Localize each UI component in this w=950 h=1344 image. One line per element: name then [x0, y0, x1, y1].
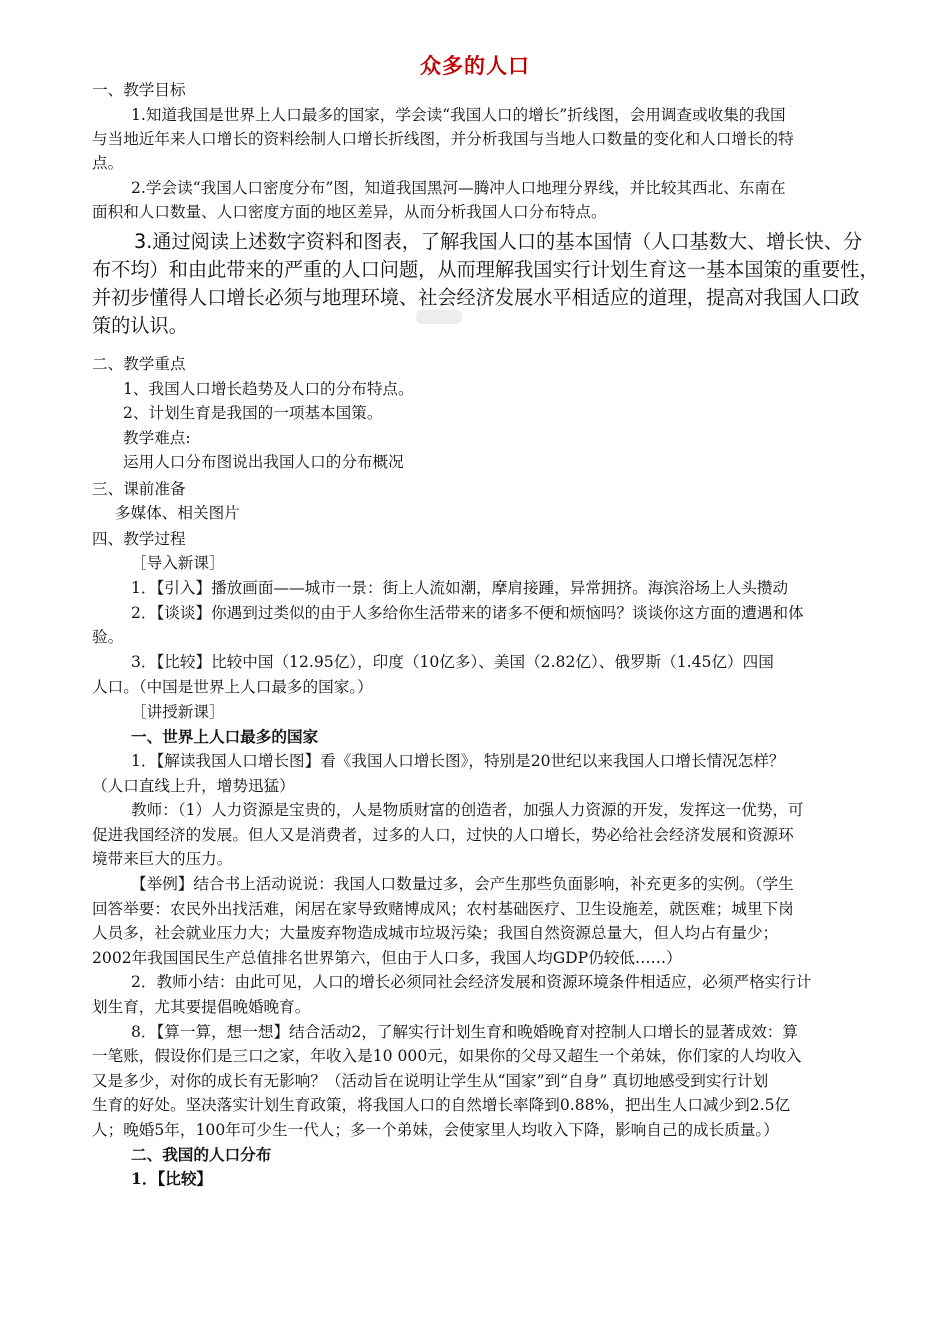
- paragraph-line: 人；晚婚5年，100年可少生一代人；多一个弟妹，会使家里人均收入下降，影响自己的成长质量。）: [92, 1121, 779, 1139]
- paragraph-line: 人员多，社会就业压力大；大量废弃物造成城市垃圾污染；我国自然资源总量大，但人均占有量少；: [92, 924, 779, 942]
- paragraph-line: 一笔账，假设你们是三口之家，年收入是10 000元，如果你的父母又超生一个弟妹，你们家的人均收入: [92, 1047, 802, 1065]
- page-title: 众多的人口: [420, 54, 530, 78]
- subsection-label-intro: ［导入新课］: [131, 554, 225, 572]
- list-item: 2、计划生育是我国的一项基本国策。: [123, 404, 383, 422]
- paragraph-line: 划生育，尤其要提倡晚婚晚育。: [92, 998, 311, 1016]
- paragraph-line: 2.学会读“我国人口密度分布”图，知道我国黑河—腾冲人口地理分界线，并比较其西北、东南在: [131, 179, 786, 197]
- paragraph-line: 1．【引入】播放画面——城市一景：街上人流如潮，摩肩接踵，异常拥挤。海滨浴场上人头攒动: [131, 579, 789, 597]
- paragraph-line: 与当地近年来人口增长的资料绘制人口增长折线图，并分析我国与当地人口数量的变化和人口增长的特: [92, 130, 794, 148]
- paragraph-line: 2002年我国国民生产总值排名世界第六，但由于人口多，我国人均GDP仍较低……）: [92, 949, 682, 967]
- paragraph-line: 面积和人口数量、人口密度方面的地区差异，从而分析我国人口分布特点。: [92, 203, 607, 221]
- part-heading: 一、世界上人口最多的国家: [131, 727, 319, 746]
- paragraph-line: （人口直线上升，增势迅猛）: [92, 777, 295, 795]
- prep-text: 多媒体、相关图片: [115, 504, 240, 522]
- paragraph-line: 8．【算一算，想一想】结合活动2，了解实行计划生育和晚婚晚育对控制人口增长的显著成效：算: [131, 1023, 798, 1041]
- section-heading-objectives: 一、教学目标: [92, 81, 186, 99]
- paragraph-line: 教师：（1）人力资源是宝贵的，人是物质财富的创造者，加强人力资源的开发，发挥这一优势，可: [131, 801, 804, 819]
- paragraph-line: 回答举要：农民外出找活难，闲居在家导致赌博成风；农村基础医疗、卫生设施差，就医难；城里下岗: [92, 900, 794, 918]
- list-item: 1、我国人口增长趋势及人口的分布特点。: [123, 380, 414, 398]
- paragraph-line: 1.知道我国是世界上人口最多的国家，学会读“我国人口的增长”折线图，会用调查或收集的我国: [131, 106, 786, 124]
- paragraph-line: 2．【谈谈】你遇到过类似的由于人多给你生活带来的诸多不便和烦恼吗？谈谈你这方面的遭遇和体: [131, 604, 804, 622]
- paragraph-line: 【举例】结合书上活动说说：我国人口数量过多，会产生那些负面影响，补充更多的实例。（学生: [131, 875, 794, 893]
- paragraph-line-large: 3.通过阅读上述数字资料和图表，了解我国人口的基本国情（人口基数大、增长快、分: [134, 230, 863, 253]
- difficulty-text: 运用人口分布图说出我国人口的分布概况: [123, 453, 404, 471]
- paragraph-line: 人口。（中国是世界上人口最多的国家。）: [92, 678, 373, 696]
- difficulty-label: 教学难点:: [123, 429, 191, 447]
- paragraph-line: 又是多少，对你的成长有无影响？（活动旨在说明让学生从“国家”到“自身” 真切地感受到实行计划: [92, 1072, 769, 1090]
- paragraph-line: 2．教师小结：由此可见，人口的增长必须同社会经济发展和资源环境条件相适应，必须严格实行计: [131, 973, 812, 991]
- subsection-label-lecture: ［讲授新课］: [131, 703, 225, 721]
- paragraph-line: 境带来巨大的压力。: [92, 850, 233, 868]
- paragraph-line: 验。: [92, 628, 124, 646]
- paragraph-line: 3．【比较】比较中国（12.95亿），印度（10亿多）、美国（2.82亿）、俄罗斯（1.45亿）四国: [131, 653, 774, 671]
- paragraph-line: 生育的好处。坚决落实计划生育政策，将我国人口的自然增长率降到0.88%，把出生人口减少到2.5亿: [92, 1096, 791, 1114]
- part-heading: 二、我国的人口分布: [131, 1145, 272, 1164]
- paragraph-line: 点。: [92, 154, 124, 172]
- paragraph-line-large: 并初步懂得人口增长必须与地理环境、社会经济发展水平相适应的道理，提高对我国人口政: [92, 286, 860, 309]
- section-heading-prep: 三、课前准备: [92, 480, 186, 498]
- paragraph-line-large: 策的认识。: [92, 314, 188, 337]
- paragraph-line: 1．【解读我国人口增长图】看《我国人口增长图》，特别是20世纪以来我国人口增长情况怎样？: [131, 752, 785, 770]
- section-heading-key-points: 二、教学重点: [92, 355, 186, 373]
- paragraph-line: 1．【比较】: [131, 1169, 213, 1188]
- paragraph-line: 促进我国经济的发展。但人又是消费者，过多的人口，过快的人口增长，势必给社会经济发展和资源环: [92, 826, 794, 844]
- paragraph-line-large: 布不均）和由此带来的严重的人口问题，从而理解我国实行计划生育这一基本国策的重要性，: [92, 258, 879, 281]
- section-heading-process: 四、教学过程: [92, 530, 186, 548]
- watermark-smudge: [416, 310, 462, 324]
